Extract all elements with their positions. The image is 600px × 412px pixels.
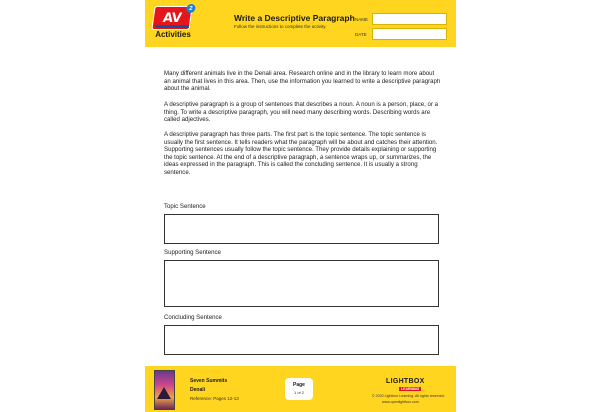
supporting-sentence-label: Supporting Sentence <box>164 249 221 256</box>
structure-paragraph: A descriptive paragraph has three parts. The first part is the topic sentence. The topic sentence is usually the first sentence. It tells readers what the paragraph will be about and catches their attention. Supporting sentences usually follow the topic sentence. They provide details explaining or supporting the topic sentence. At the end of a descriptive paragraph, a sentence wraps up, or summarizes, the ideas expressed in the paragraph. This is called the concluding sentence. It is usually a strong sentence. <box>164 131 438 176</box>
book-title: Denali <box>190 387 206 393</box>
logo-superscript: 2 <box>186 4 196 13</box>
intro-paragraph: Many different animals live in the Denali area. Research online and in the library to learn more about an animal that lives in this area. Then, use the information you learned to write a descriptive paragraph about the animal. <box>164 70 441 93</box>
page-label: Page <box>293 382 305 388</box>
supporting-sentence-box[interactable] <box>164 260 439 307</box>
learning-badge: LEARNING <box>401 387 420 391</box>
mountain-icon <box>157 387 171 399</box>
definition-paragraph: A descriptive paragraph is a group of sentences that describes a noun. A noun is a person, place, or a thing. To write a descriptive paragraph, you will need many describing words. Describing words are called adjectives. <box>164 101 439 124</box>
book-cover-image <box>154 370 175 410</box>
footer-bar <box>145 366 456 412</box>
topic-sentence-box[interactable] <box>164 214 439 244</box>
concluding-sentence-box[interactable] <box>164 325 439 355</box>
date-label: DATE <box>355 32 367 37</box>
series-title: Seven Summits <box>190 378 228 384</box>
name-label: NAME <box>355 17 369 22</box>
header-bar <box>145 0 456 47</box>
page-title: Write a Descriptive Paragraph <box>234 13 355 23</box>
instructions-text: Follow the instructions to complete the activity. <box>234 24 327 29</box>
page-number: 1 of 2 <box>293 390 304 395</box>
logo-strip <box>155 25 189 28</box>
page-reference: Reference: Pages 12-13 <box>190 396 239 401</box>
worksheet-page <box>145 0 456 412</box>
activities-label: Activities <box>155 30 191 39</box>
logo-text: AV <box>161 10 183 26</box>
copyright-text: © 2020 Lightbox Learning. All rights reserved. <box>372 394 445 398</box>
name-field[interactable] <box>372 13 447 25</box>
page-indicator <box>285 378 313 400</box>
lightbox-logo: LIGHTBOX <box>386 378 425 385</box>
concluding-sentence-label: Concluding Sentence <box>164 314 222 321</box>
date-field[interactable] <box>372 28 447 40</box>
website-link[interactable]: www.openlightbox.com <box>382 400 419 404</box>
topic-sentence-label: Topic Sentence <box>164 203 206 210</box>
